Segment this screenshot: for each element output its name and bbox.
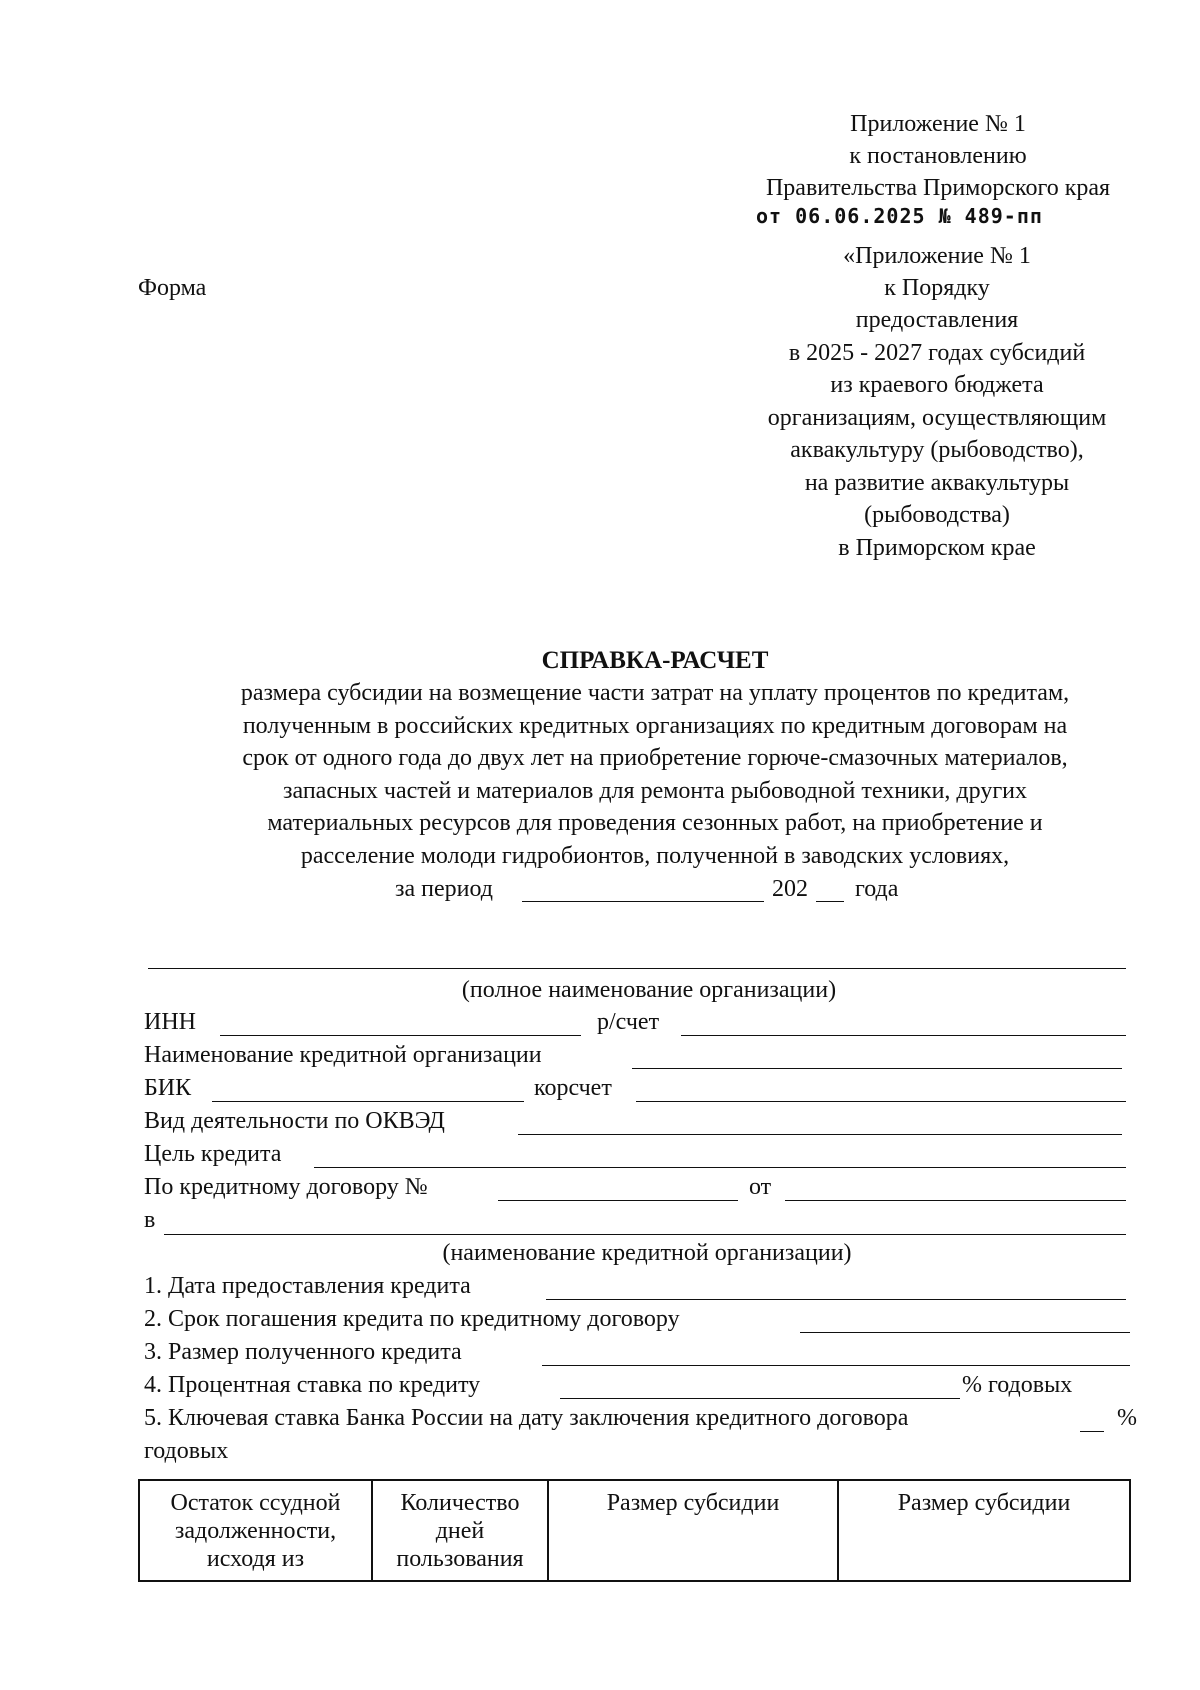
inn-blank[interactable]	[220, 1035, 581, 1036]
item-3-blank[interactable]	[542, 1365, 1130, 1366]
order-appendix-line: (рыбоводства)	[864, 502, 1010, 528]
item-1-blank[interactable]	[546, 1299, 1126, 1300]
header-text: Остаток ссудной	[170, 1490, 341, 1516]
appendix-line-1: Приложение № 1	[850, 111, 1026, 137]
order-appendix-line: предоставления	[855, 307, 1019, 333]
header-text: Размер субсидии	[606, 1490, 780, 1516]
subtitle-line: полученным в российских кредитных организациях по кредитным договорам на	[242, 713, 1068, 739]
order-appendix-line: организациям, осуществляющим	[767, 405, 1107, 431]
item-4-blank[interactable]	[560, 1398, 960, 1399]
in-label: в	[144, 1207, 156, 1233]
subtitle-line: размера субсидии на возмещение части затрат на уплату процентов по кредитам,	[240, 680, 1070, 706]
table-header-subsidy-2	[838, 1480, 1130, 1581]
org-name-caption: (полное наименование организации)	[461, 977, 837, 1003]
item-1-label: 1. Дата предоставления кредита	[144, 1273, 471, 1299]
header-text: пользования	[396, 1546, 524, 1572]
bik-blank[interactable]	[212, 1101, 524, 1102]
year-blank[interactable]	[816, 901, 844, 902]
corr-account-label: корсчет	[534, 1075, 612, 1101]
period-blank[interactable]	[522, 901, 764, 902]
header-text: задолженности,	[174, 1518, 337, 1544]
order-appendix-line: «Приложение № 1	[843, 243, 1031, 269]
purpose-label: Цель кредита	[144, 1141, 282, 1167]
okved-blank[interactable]	[518, 1134, 1122, 1135]
order-appendix-line: в Приморском крае	[838, 535, 1036, 561]
order-appendix-line: на развитие аквакультуры	[804, 470, 1070, 496]
order-appendix-line: аквакультуру (рыбоводство),	[790, 437, 1084, 463]
header-text: Количество	[400, 1490, 520, 1516]
bank-name-label: Наименование кредитной организации	[144, 1042, 542, 1068]
contract-number-blank[interactable]	[498, 1200, 738, 1201]
document-title: СПРАВКА-РАСЧЕТ	[541, 647, 769, 674]
header-text: исходя из	[206, 1546, 305, 1572]
period-year: 202	[772, 876, 808, 902]
item-5-blank[interactable]	[1080, 1431, 1104, 1432]
item-5-continuation: годовых	[144, 1438, 229, 1464]
item-3-label: 3. Размер полученного кредита	[144, 1339, 462, 1365]
subtitle-line: запасных частей и материалов для ремонта рыбоводной техники, других	[283, 778, 1027, 804]
bank-blank[interactable]	[164, 1234, 1126, 1235]
registration-stamp: от 06.06.2025 № 489-пп	[756, 204, 1043, 228]
order-appendix-line: в 2025 - 2027 годах субсидий	[788, 340, 1086, 366]
org-name-blank[interactable]	[148, 968, 1126, 969]
item-2-blank[interactable]	[800, 1332, 1130, 1333]
table-header-subsidy-1	[548, 1480, 838, 1581]
period-label: за период	[395, 876, 493, 902]
form-label: Форма	[138, 275, 207, 301]
bank-caption: (наименование кредитной организации)	[442, 1240, 852, 1266]
contract-date-blank[interactable]	[785, 1200, 1126, 1201]
okved-label: Вид деятельности по ОКВЭД	[144, 1108, 445, 1134]
appendix-line-2: к постановлению	[849, 143, 1027, 169]
account-label: р/счет	[597, 1009, 660, 1035]
header-text: Размер субсидии	[897, 1490, 1071, 1516]
table-header-row	[139, 1480, 1130, 1581]
order-appendix-line: из краевого бюджета	[830, 372, 1044, 398]
item-4-suffix: % годовых	[962, 1372, 1073, 1398]
order-appendix-line: к Порядку	[884, 275, 990, 301]
subtitle-line: материальных ресурсов для проведения сезонных работ, на приобретение и	[267, 810, 1043, 836]
inn-label: ИНН	[144, 1009, 196, 1035]
period-suffix: года	[855, 876, 899, 902]
item-5-label: 5. Ключевая ставка Банка России на дату заключения кредитного договора	[144, 1405, 909, 1431]
table-header-loan-balance	[139, 1480, 372, 1581]
table-header-days	[372, 1480, 548, 1581]
account-blank[interactable]	[681, 1035, 1126, 1036]
corr-account-blank[interactable]	[636, 1101, 1126, 1102]
contract-label: По кредитному договору №	[144, 1174, 428, 1200]
item-5-percent: %	[1117, 1405, 1137, 1431]
subtitle-line: расселение молоди гидробионтов, полученной в заводских условиях,	[300, 843, 1010, 869]
item-2-label: 2. Срок погашения кредита по кредитному договору	[144, 1306, 680, 1332]
header-text: дней	[435, 1518, 485, 1544]
contract-from-label: от	[749, 1174, 772, 1200]
item-4-label: 4. Процентная ставка по кредиту	[144, 1372, 481, 1398]
calculation-table	[138, 1479, 1131, 1582]
purpose-blank[interactable]	[314, 1167, 1126, 1168]
subtitle-line: срок от одного года до двух лет на приобретение горюче-смазочных материалов,	[242, 745, 1068, 771]
appendix-line-3: Правительства Приморского края	[765, 175, 1111, 201]
bik-label: БИК	[144, 1075, 192, 1101]
bank-name-blank[interactable]	[632, 1068, 1122, 1069]
